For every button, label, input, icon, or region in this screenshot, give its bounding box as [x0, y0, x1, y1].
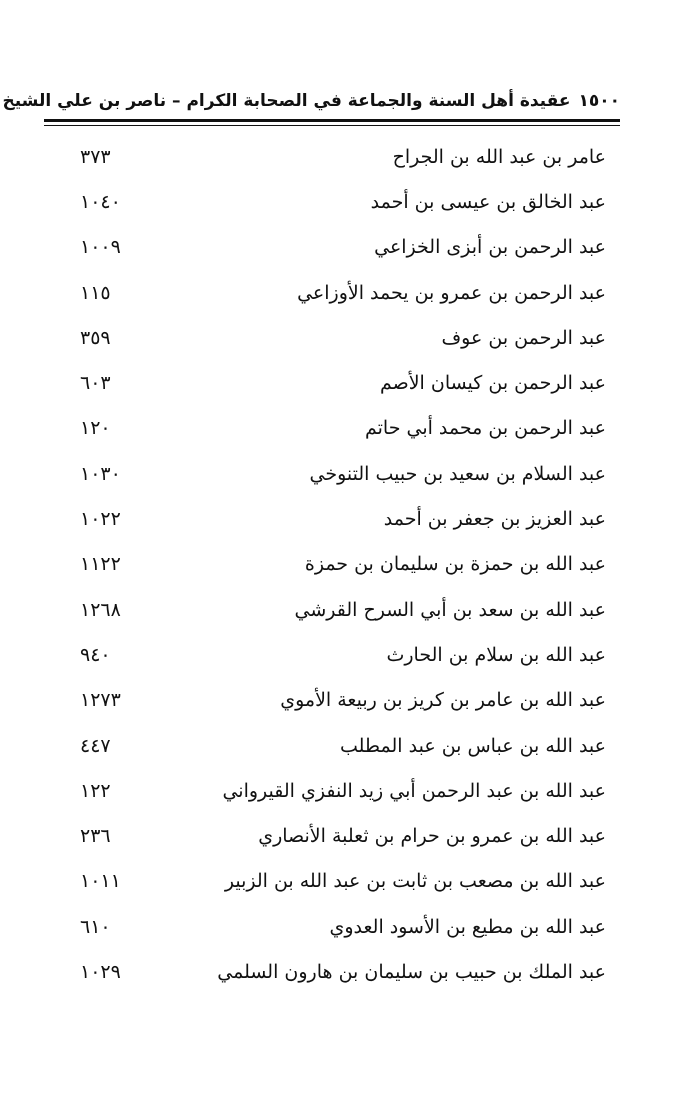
entry-name: عبد الرحمن بن عمرو بن يحمد الأوزاعي — [297, 281, 606, 304]
entry-name: عبد الله بن مطيع بن الأسود العدوي — [329, 915, 606, 938]
index-entry — [80, 315, 606, 360]
index-entry — [80, 179, 606, 224]
entry-name: عبد الرحمن بن محمد أبي حاتم — [364, 417, 606, 440]
index-entry — [80, 859, 606, 904]
entry-page: ٦٠٣ — [80, 372, 111, 395]
index-entry — [80, 904, 606, 949]
index-list — [80, 134, 606, 995]
entry-name: عبد الخالق بن عيسى بن أحمد — [370, 190, 606, 213]
entry-name: عبد الله بن مصعب بن ثابت بن عبد الله بن الزبير — [224, 870, 606, 893]
running-header — [2, 84, 620, 118]
header-rule-thin — [44, 125, 620, 126]
index-entry — [80, 406, 606, 451]
index-entry — [80, 768, 606, 813]
entry-name: عبد الله بن عباس بن عبد المطلب — [339, 734, 606, 757]
entry-name: عبد الله بن حمزة بن سليمان بن حمزة — [304, 553, 606, 576]
entry-page: ١٠١١ — [80, 870, 121, 893]
index-entry — [80, 949, 606, 994]
entry-page: ١٠٠٩ — [80, 236, 121, 259]
entry-name: عبد الملك بن حبيب بن سليمان بن هارون السلمي — [217, 960, 606, 983]
index-entry — [80, 723, 606, 768]
entry-name: عبد الله بن سعد بن أبي السرح القرشي — [294, 598, 606, 621]
entry-page: ٦١٠ — [80, 915, 111, 938]
entry-name: عبد العزيز بن جعفر بن أحمد — [383, 508, 606, 531]
entry-page: ١٢٢ — [80, 779, 111, 802]
entry-page: ١٠٢٢ — [80, 508, 121, 531]
entry-page: ١١٢٢ — [80, 553, 121, 576]
entry-page: ١٠٢٩ — [80, 960, 121, 983]
index-entry — [80, 451, 606, 496]
entry-name: عبد الله بن عمرو بن حرام بن ثعلبة الأنصاري — [258, 825, 606, 848]
entry-page: ٩٤٠ — [80, 643, 111, 666]
entry-name: عبد الله بن عامر بن كريز بن ربيعة الأموي — [280, 689, 606, 712]
entry-page: ٢٣٦ — [80, 825, 111, 848]
index-entry — [80, 587, 606, 632]
entry-page: ١٢٧٣ — [80, 689, 121, 712]
index-entry — [80, 542, 606, 587]
index-entry — [80, 813, 606, 858]
header-rule-thick — [44, 119, 620, 122]
header-title: عقيدة أهل السنة والجماعة في الصحابة الكرام – ناصر بن علي الشيخ — [2, 91, 571, 111]
entry-name: عبد الله بن عبد الرحمن أبي زيد النفزي القيرواني — [222, 779, 606, 802]
entry-name: عبد الرحمن بن أبزى الخزاعي — [374, 236, 606, 259]
entry-page: ١١٥ — [80, 281, 111, 304]
index-entry — [80, 360, 606, 405]
index-entry — [80, 225, 606, 270]
index-entry — [80, 632, 606, 677]
entry-page: ١٠٤٠ — [80, 190, 121, 213]
entry-page: ٤٤٧ — [80, 734, 111, 757]
entry-page: ٣٥٩ — [80, 326, 111, 349]
entry-page: ١٢٠ — [80, 417, 111, 440]
index-entry — [80, 134, 606, 179]
entry-name: عبد الرحمن بن كيسان الأصم — [379, 372, 606, 395]
index-entry — [80, 496, 606, 541]
entry-page: ١٠٣٠ — [80, 462, 121, 485]
entry-name: عبد السلام بن سعيد بن حبيب التنوخي — [309, 462, 606, 485]
entry-page: ٣٧٣ — [80, 145, 111, 168]
index-entry — [80, 678, 606, 723]
entry-page: ١٢٦٨ — [80, 598, 121, 621]
header-page-number: ١٥٠٠ — [578, 91, 620, 111]
entry-name: عبد الرحمن بن عوف — [441, 326, 606, 349]
entry-name: عبد الله بن سلام بن الحارث — [386, 643, 606, 666]
index-entry — [80, 270, 606, 315]
entry-name: عامر بن عبد الله بن الجراح — [392, 145, 606, 168]
